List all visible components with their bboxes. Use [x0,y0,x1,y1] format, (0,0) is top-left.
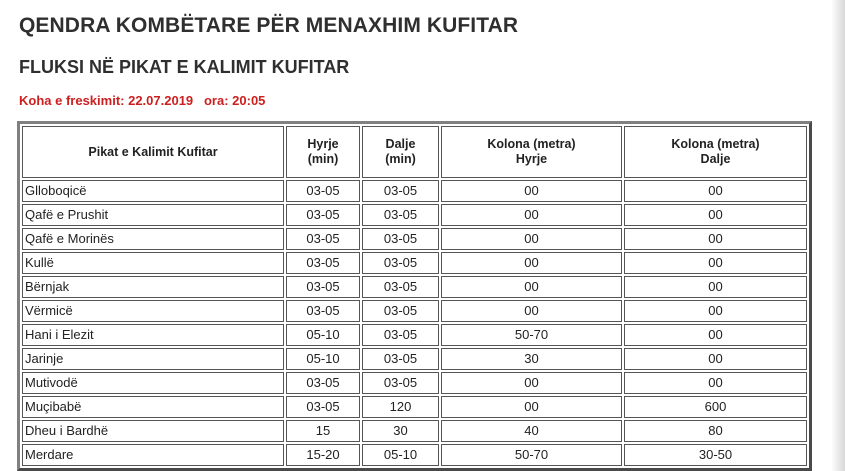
cell-queue-exit: 00 [624,348,807,370]
cell-entry-minutes: 05-10 [286,348,360,370]
cell-queue-exit: 00 [624,204,807,226]
cell-exit-minutes: 120 [362,396,439,418]
cell-queue-exit: 30-50 [624,444,807,466]
table-row [22,180,807,202]
header-crossing-point: Pikat e Kalimit Kufitar [22,126,284,178]
cell-queue-entry: 00 [441,372,622,394]
cell-queue-entry: 40 [441,420,622,442]
cell-crossing-name: Merdare [22,444,284,466]
cell-entry-minutes: 03-05 [286,204,360,226]
cell-crossing-name: Qafë e Morinës [22,228,284,250]
page-title: QENDRA KOMBËTARE PËR MENAXHIM KUFITAR [19,14,519,37]
cell-queue-exit: 00 [624,300,807,322]
cell-crossing-name: Kullë [22,252,284,274]
cell-entry-minutes: 03-05 [286,300,360,322]
cell-crossing-name: Jarinje [22,348,284,370]
refresh-timestamp: Koha e freskimit: 22.07.2019 ora: 20:05 [19,93,266,108]
cell-exit-minutes: 03-05 [362,324,439,346]
cell-queue-entry: 00 [441,396,622,418]
cell-exit-minutes: 30 [362,420,439,442]
header-entry-minutes: Hyrje (min) [286,126,360,178]
cell-exit-minutes: 03-05 [362,276,439,298]
header-queue-exit: Kolona (metra) Dalje [624,126,807,178]
cell-queue-entry: 50-70 [441,324,622,346]
table-row [22,372,807,394]
border-flux-table [20,124,809,468]
cell-crossing-name: Gllobоqicë [22,180,284,202]
table-row [22,324,807,346]
border-flux-table-frame [17,121,812,471]
cell-crossing-name: Muçibabë [22,396,284,418]
cell-exit-minutes: 03-05 [362,300,439,322]
cell-queue-entry: 50-70 [441,444,622,466]
table-row [22,444,807,466]
cell-queue-exit: 00 [624,324,807,346]
cell-queue-entry: 00 [441,252,622,274]
cell-exit-minutes: 03-05 [362,372,439,394]
cell-queue-exit: 00 [624,252,807,274]
cell-entry-minutes: 03-05 [286,228,360,250]
cell-queue-entry: 00 [441,204,622,226]
cell-queue-exit: 00 [624,180,807,202]
cell-queue-exit: 00 [624,372,807,394]
table-row [22,420,807,442]
cell-entry-minutes: 03-05 [286,276,360,298]
cell-entry-minutes: 15-20 [286,444,360,466]
cell-exit-minutes: 03-05 [362,204,439,226]
cell-entry-minutes: 03-05 [286,180,360,202]
page-subtitle: FLUKSI NË PIKAT E KALIMIT KUFITAR [19,57,350,77]
table-row [22,228,807,250]
page-scroll-edge[interactable] [831,0,845,471]
table-row [22,252,807,274]
cell-exit-minutes: 03-05 [362,252,439,274]
cell-queue-exit: 00 [624,276,807,298]
cell-crossing-name: Bërnjak [22,276,284,298]
cell-entry-minutes: 03-05 [286,252,360,274]
cell-crossing-name: Dheu i Bardhë [22,420,284,442]
cell-queue-entry: 00 [441,228,622,250]
table-row [22,396,807,418]
cell-crossing-name: Hani i Elezit [22,324,284,346]
table-header-row [22,126,807,178]
cell-exit-minutes: 05-10 [362,444,439,466]
cell-crossing-name: Mutivodë [22,372,284,394]
cell-queue-exit: 80 [624,420,807,442]
cell-queue-exit: 00 [624,228,807,250]
cell-exit-minutes: 03-05 [362,180,439,202]
header-exit-minutes: Dalje (min) [362,126,439,178]
table-row [22,348,807,370]
cell-entry-minutes: 03-05 [286,396,360,418]
cell-queue-entry: 30 [441,348,622,370]
table-row [22,276,807,298]
cell-queue-exit: 600 [624,396,807,418]
table-row [22,204,807,226]
cell-queue-entry: 00 [441,276,622,298]
cell-crossing-name: Vërmicë [22,300,284,322]
cell-entry-minutes: 15 [286,420,360,442]
cell-entry-minutes: 03-05 [286,372,360,394]
cell-crossing-name: Qafë e Prushit [22,204,284,226]
table-row [22,300,807,322]
cell-exit-minutes: 03-05 [362,228,439,250]
cell-queue-entry: 00 [441,180,622,202]
cell-queue-entry: 00 [441,300,622,322]
header-queue-entry: Kolona (metra) Hyrje [441,126,622,178]
cell-entry-minutes: 05-10 [286,324,360,346]
cell-exit-minutes: 03-05 [362,348,439,370]
